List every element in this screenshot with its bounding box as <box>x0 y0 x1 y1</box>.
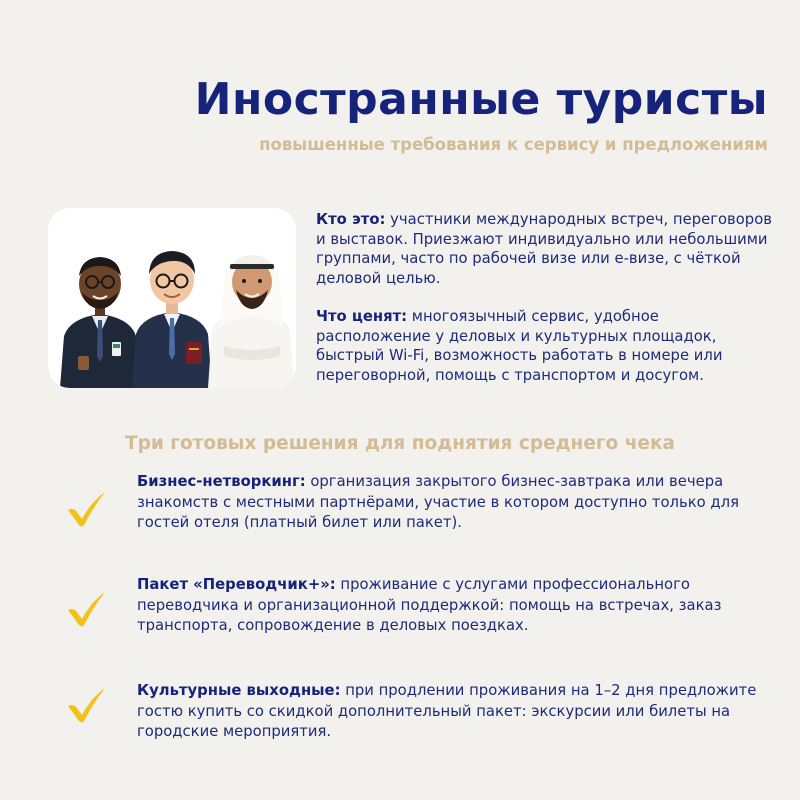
traveler-2-figure <box>132 251 212 388</box>
who-label: Кто это: <box>316 211 386 228</box>
traveler-3-figure <box>208 255 294 388</box>
solution-text: при продлении проживания на 1–2 дня предложите гостю купить со скидкой дополнительный пакет: экскурсии или билеты на городские мероприятия. <box>137 682 757 740</box>
solution-item-networking <box>137 472 777 534</box>
values-text: многоязычный сервис, удобное расположение у деловых и культурных площадок, быстрый Wi-Fi, возможность работать в номере или переговорной, помощь с транспортом и досугом. <box>316 308 723 384</box>
solution-text: проживание с услугами профессионального переводчика и организационной поддержкой: помощь на встречах, заказ транспорта, сопровождение в деловых поездках. <box>137 576 722 634</box>
solution-label: Пакет «Переводчик+»: <box>137 576 336 593</box>
traveler-1-figure <box>60 257 140 388</box>
who-text: участники международных встреч, переговоров и выставок. Приезжают индивидуально или небольшими группами, часто по рабочей визе или e-визе, с чёткой деловой целью. <box>316 211 772 287</box>
page-subtitle: повышенные требования к сервису и предложениям <box>259 135 768 154</box>
business-travelers-illustration <box>48 208 296 388</box>
solution-text: организация закрытого бизнес-завтрака или вечера знакомств с местными партнёрами, участие в котором доступно только для гостей отеля (платный билет или пакет). <box>137 473 739 531</box>
checkmark-icon <box>64 684 108 724</box>
page-title: Иностранные туристы <box>194 74 768 125</box>
solution-item-culture <box>137 681 777 743</box>
solution-label: Бизнес-нетворкинг: <box>137 473 306 490</box>
values-label: Что ценят: <box>316 308 408 325</box>
solution-item-translator <box>137 575 777 637</box>
values-paragraph <box>316 307 776 385</box>
checkmark-icon <box>64 588 108 628</box>
checkmark-icon <box>64 488 108 528</box>
solutions-heading: Три готовых решения для поднятия среднего чека <box>125 433 675 454</box>
who-paragraph <box>316 210 776 288</box>
solution-label: Культурные выходные: <box>137 682 341 699</box>
intro-section <box>316 210 776 404</box>
